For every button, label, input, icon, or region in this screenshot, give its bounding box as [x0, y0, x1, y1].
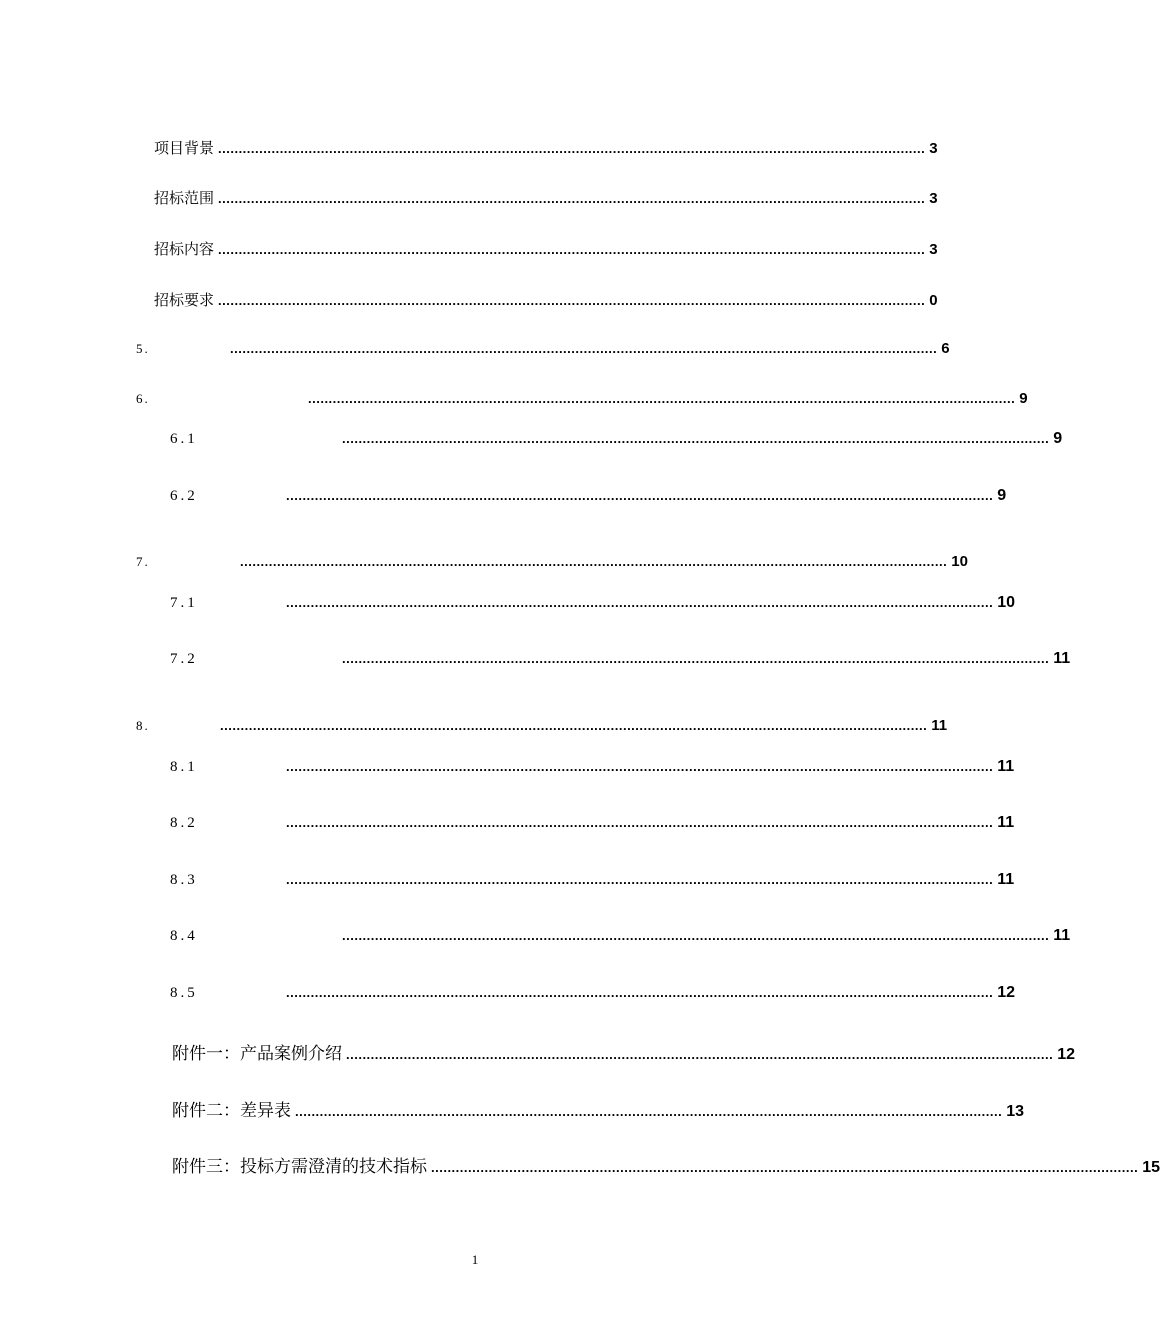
toc-entry[interactable]	[172, 1096, 1025, 1121]
toc-leader-dots: ............................................................................................................................................................................	[286, 985, 994, 1000]
toc-leader-dots: ............................................................................................................................................................................	[286, 488, 994, 503]
toc-entry[interactable]	[154, 238, 938, 259]
toc-leader-dots: ............................................................................................................................................................................	[342, 431, 1050, 446]
toc-entry[interactable]	[170, 758, 1015, 776]
toc-leader-dots: ............................................................................................................................................................................	[286, 872, 994, 887]
toc-leader-dots: ............................................................................................................................................................................	[218, 191, 926, 206]
toc-leader-dots: ............................................................................................................................................................................	[218, 141, 926, 156]
toc-leader-dots: ............................................................................................................................................................................	[295, 1104, 1003, 1119]
toc-entry-page: 3	[929, 241, 938, 258]
toc-entry-label: 5.	[136, 341, 150, 356]
toc-entry-page: 11	[997, 758, 1015, 775]
toc-entry-label: 6.2	[170, 488, 198, 504]
toc-entry-label: 附件三：投标方需澄清的技术指标	[172, 1157, 427, 1177]
toc-entry-page: 11	[997, 871, 1015, 888]
toc-entry-page: 15	[1142, 1159, 1160, 1176]
toc-entry-label: 项目背景	[154, 139, 215, 157]
toc-leader-dots: ............................................................................................................................................................................	[218, 293, 926, 308]
toc-leader-dots: ............................................................................................................................................................................	[431, 1160, 1139, 1175]
toc-leader-dots: ............................................................................................................................................................................	[346, 1047, 1054, 1062]
toc-entry[interactable]	[136, 390, 1028, 407]
toc-entry-label: 8.2	[170, 815, 198, 831]
toc-entry-label: 附件一：产品案例介绍	[172, 1044, 342, 1064]
toc-entry-label: 8.	[136, 718, 150, 733]
toc-entry-label: 招标要求	[154, 291, 215, 309]
toc-entry[interactable]	[170, 814, 1015, 832]
toc-entry[interactable]	[136, 717, 948, 734]
toc-leader-dots: ............................................................................................................................................................................	[286, 815, 994, 830]
toc-entry-page: 9	[997, 487, 1007, 504]
toc-entry-page: 10	[951, 553, 968, 570]
toc-entry-page: 6	[941, 340, 950, 357]
toc-leader-dots: ............................................................................................................................................................................	[286, 595, 994, 610]
toc-leader-dots: ............................................................................................................................................................................	[220, 718, 928, 733]
toc-entry[interactable]	[170, 871, 1015, 889]
page-number: 1	[471, 1252, 479, 1267]
toc-entry-label: 7.1	[170, 595, 198, 611]
toc-leader-dots: ............................................................................................................................................................................	[240, 554, 948, 569]
toc-entry-label: 招标内容	[154, 240, 215, 258]
toc-entry[interactable]	[170, 430, 1063, 448]
toc-entry-label: 8.5	[170, 985, 198, 1001]
toc-entry[interactable]	[170, 927, 1071, 945]
toc-entry[interactable]	[170, 487, 1007, 505]
toc-entry-label: 6.1	[170, 431, 198, 447]
toc-entry[interactable]	[154, 187, 938, 208]
toc-entry-page: 3	[929, 190, 938, 207]
toc-entry[interactable]	[136, 340, 950, 357]
toc-entry-label: 附件二：差异表	[172, 1101, 291, 1121]
toc-entry-label: 招标范围	[154, 189, 215, 207]
toc-entry[interactable]	[172, 1039, 1076, 1064]
toc-entry-page: 11	[1053, 650, 1071, 667]
toc-entry[interactable]	[170, 594, 1016, 612]
toc-leader-dots: ............................................................................................................................................................................	[230, 341, 938, 356]
toc-entry-page: 10	[997, 594, 1016, 611]
toc-entry[interactable]	[170, 650, 1071, 668]
toc-entry-page: 0	[929, 292, 938, 309]
toc-entry[interactable]	[136, 553, 968, 570]
toc-leader-dots: ............................................................................................................................................................................	[342, 651, 1050, 666]
toc-entry-page: 12	[1057, 1046, 1076, 1063]
toc-leader-dots: ............................................................................................................................................................................	[342, 928, 1050, 943]
toc-entry-page: 3	[929, 140, 938, 157]
toc-entry[interactable]	[154, 137, 938, 158]
toc-leader-dots: ............................................................................................................................................................................	[218, 242, 926, 257]
toc-entry-page: 11	[1053, 927, 1071, 944]
toc-entry-label: 8.3	[170, 872, 198, 888]
toc-entry-page: 9	[1053, 430, 1063, 447]
toc-entry[interactable]	[170, 984, 1016, 1002]
toc-entry-label: 7.2	[170, 651, 198, 667]
toc-entry-label: 8.4	[170, 928, 198, 944]
toc-entry-label: 8.1	[170, 759, 198, 775]
toc-entry-page: 11	[997, 814, 1015, 831]
toc-entry[interactable]	[172, 1152, 1160, 1177]
toc-entry-label: 6.	[136, 391, 150, 406]
toc-entry-page: 13	[1006, 1103, 1025, 1120]
toc-entry-page: 11	[931, 717, 948, 734]
toc-entry-page: 9	[1019, 390, 1028, 407]
toc-entry[interactable]	[154, 289, 938, 310]
toc-entry-page: 12	[997, 984, 1016, 1001]
toc-leader-dots: ............................................................................................................................................................................	[286, 759, 994, 774]
toc-leader-dots: ............................................................................................................................................................................	[308, 391, 1016, 406]
toc-entry-label: 7.	[136, 554, 150, 569]
